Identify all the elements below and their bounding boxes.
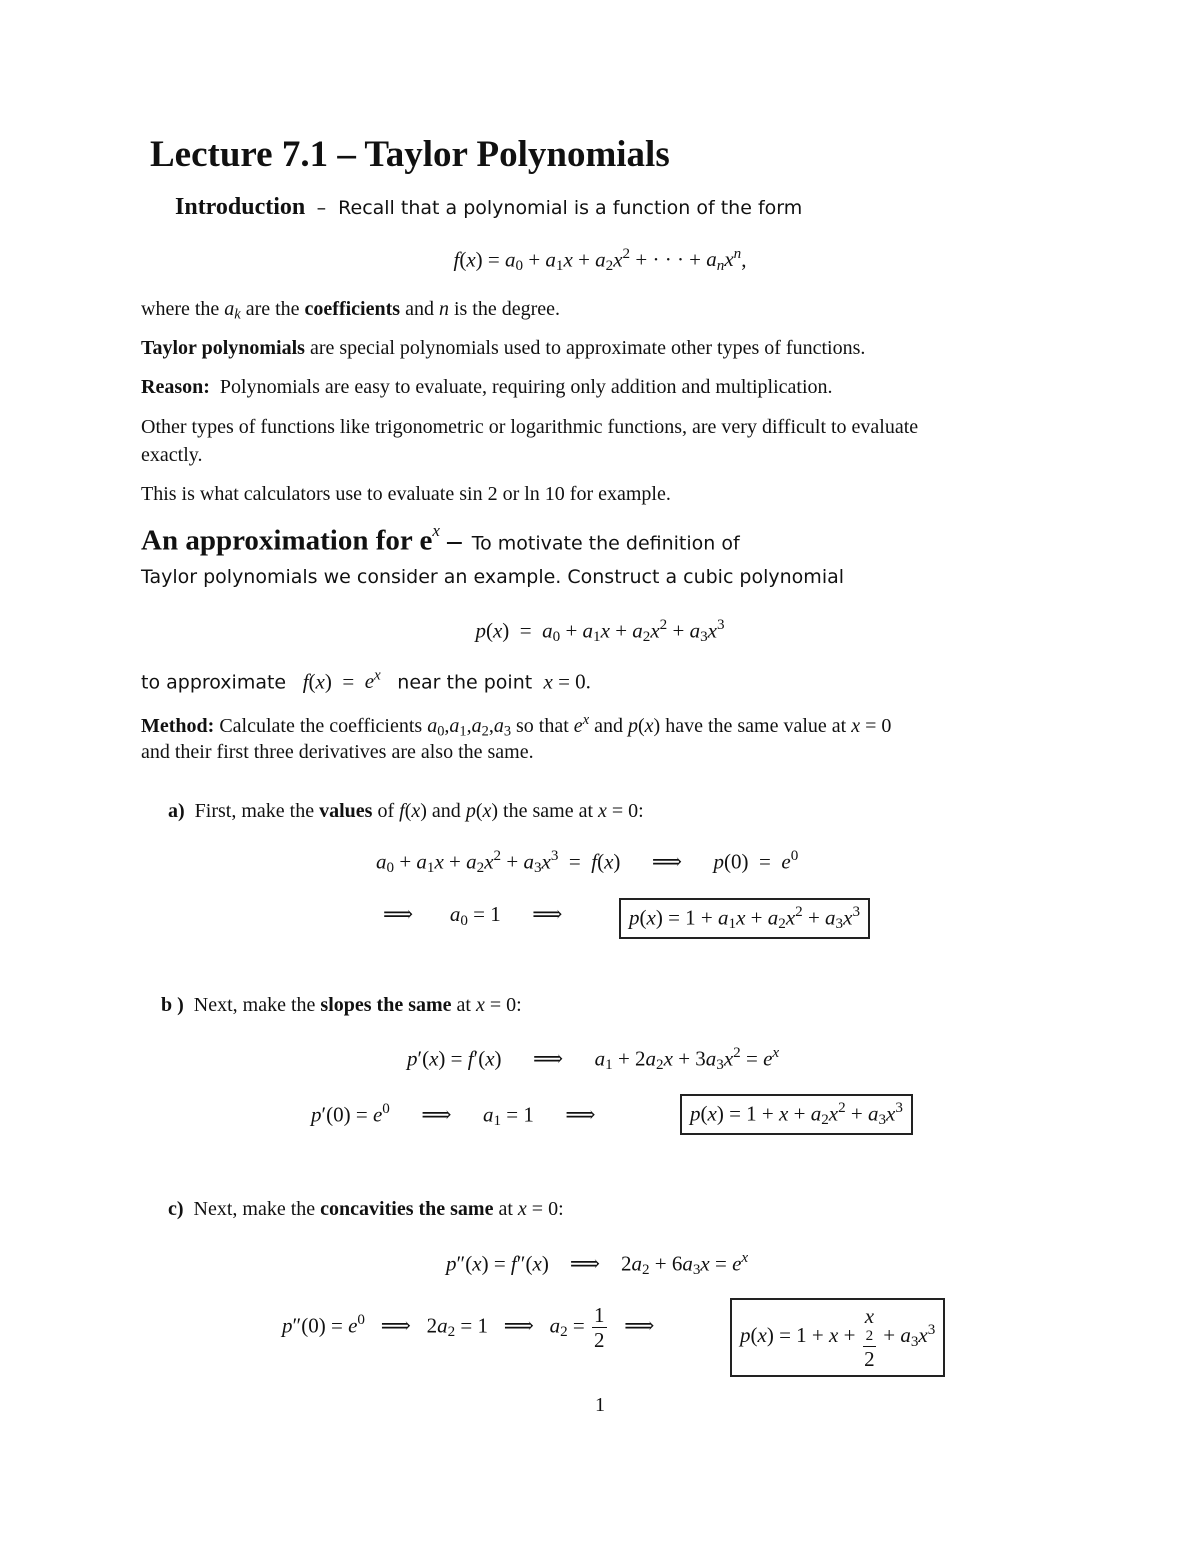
step-a-equation-1: $a_0 + a_1x + a_2x^2 + a_3x^3 = f(x)$ ⟹ $p(0) = e^0$ <box>376 848 799 877</box>
step-c-bold: concavities the same <box>320 1198 494 1220</box>
page-number: 1 <box>595 1394 605 1416</box>
method-text-a: Calculate the coefficients <box>214 714 428 737</box>
method-line2: and their first three derivatives are also the same. <box>141 741 534 763</box>
method-text-b: so that <box>511 714 574 737</box>
taylor-paragraph <box>141 337 865 360</box>
other-types-line2: exactly. <box>141 444 203 466</box>
step-c-text-b: at <box>493 1198 518 1220</box>
step-a-result-box: $p(x) = 1 + a_1x + a_2x^2 + a_3x^3$ <box>619 898 870 939</box>
section-heading-dash: – <box>439 524 462 557</box>
taylor-rest: are special polynomials used to approximate other types of functions. <box>304 337 866 359</box>
step-a-equation-2: ⟹ $a_0 = 1$ ⟹ <box>383 902 563 929</box>
coeff-text-d: is the degree. <box>448 298 561 320</box>
section-heading-approx: An approximation for ex – To motivate the definition of <box>141 521 740 557</box>
intro-line <box>175 194 802 221</box>
coeff-text-a: where the <box>141 298 225 320</box>
step-a-text-a: First, make the <box>194 800 320 822</box>
intro-term: polynomial <box>463 197 568 219</box>
section-heading-text: An approximation for e <box>141 524 433 557</box>
intro-text-b: is a function of the form <box>567 197 803 219</box>
coeff-text-c: and <box>400 298 439 320</box>
step-b-bold: slopes the same <box>320 994 452 1016</box>
step-a-text-c: and <box>426 800 466 822</box>
section-intro-b: Taylor polynomials we consider an example. Construct a cubic polynomial <box>141 566 845 588</box>
polynomial-formula: $f(x) = a_0 + a_1x + a_2x^2$ + · · · + $a_nx^n$, <box>453 246 747 275</box>
step-b-label: b ) <box>161 994 184 1016</box>
step-b-text-a: Next, make the <box>193 994 321 1016</box>
other-types-line1: Other types of functions like trigonometric or logarithmic functions, are very difficult to evaluate <box>141 416 919 438</box>
coeff-bold: coefficients <box>304 298 401 320</box>
step-b-equation-1: p′(x) = f′(x) ⟹ $a_1 + 2a_2x + 3a_3x^2 = e^x$ <box>407 1045 780 1074</box>
step-c-equation-1: p″(x) = f″(x) ⟹ $2a_2 + 6a_3x = e^x$ <box>446 1250 749 1279</box>
intro-heading: Introduction <box>175 194 306 220</box>
step-c-equation-2: $p''(0) = e^0$ ⟹ $2a_2 = 1$ ⟹ $a_2$ = $\frac{1}{2}$ ⟹ <box>282 1303 655 1353</box>
step-a-text-d: the same at <box>498 800 599 822</box>
method-line1: Method: Calculate the coefficients $a_0,a_1,a_2,a_3$ so that $e^x$ and p(x) have the same value at x = 0 <box>141 712 892 740</box>
reason-bold: Reason: <box>141 376 210 398</box>
step-a-label: a) <box>168 800 185 822</box>
step-c-label: c) <box>168 1198 184 1220</box>
step-c-text-a: Next, make the <box>193 1198 321 1220</box>
calculators-paragraph: This is what calculators use to evaluate sin 2 or ln 10 for example. <box>141 483 671 505</box>
reason-paragraph <box>141 376 833 399</box>
step-c-heading: c) Next, make the concavities the same at x = 0: <box>168 1198 564 1220</box>
method-text-c: and <box>589 714 628 737</box>
step-a-bold: values <box>319 800 373 822</box>
intro-dash: – <box>316 197 327 219</box>
approx-text-a: to approximate <box>141 671 287 694</box>
step-a-heading: a) First, make the values of f(x) and p(x) the same at x = 0: <box>168 800 644 822</box>
step-b-equation-2: $p'(0) = e^0$ ⟹ $a_1 = 1$ ⟹ <box>311 1101 596 1130</box>
cubic-formula: $p(x) = a_0 + a_1x + a_2x^2 + a_3x^3$ <box>475 617 725 646</box>
page-title: Lecture 7.1 – Taylor Polynomials <box>150 134 670 175</box>
step-b-text-b: at <box>451 994 476 1016</box>
approximate-line: to approximate $f(x) = e^x$ near the point x = 0. <box>141 668 591 694</box>
coeff-text-b: are the <box>240 298 305 320</box>
approx-text-b: near the point <box>397 671 533 694</box>
step-c-result-box: p(x) = 1 + x + x 2 2 + $a_3x^3$ <box>730 1298 945 1377</box>
step-a-text-b: of <box>372 800 400 822</box>
method-text-d: have the same value at <box>660 714 852 737</box>
intro-text-a: Recall that a <box>338 197 464 219</box>
coefficients-paragraph: where the $a_k$ are the coefficients and n is the degree. <box>141 298 561 323</box>
reason-rest: Polynomials are easy to evaluate, requiring only addition and multiplication. <box>209 376 833 398</box>
section-intro-a: To motivate the definition of <box>471 532 740 555</box>
step-b-heading: b ) Next, make the slopes the same at x = 0: <box>161 994 522 1016</box>
taylor-bold: Taylor polynomials <box>141 337 305 359</box>
method-bold: Method: <box>141 714 215 737</box>
step-b-result-box: $p(x) = 1 + x + a_2x^2 + a_3x^3$ <box>680 1094 913 1135</box>
